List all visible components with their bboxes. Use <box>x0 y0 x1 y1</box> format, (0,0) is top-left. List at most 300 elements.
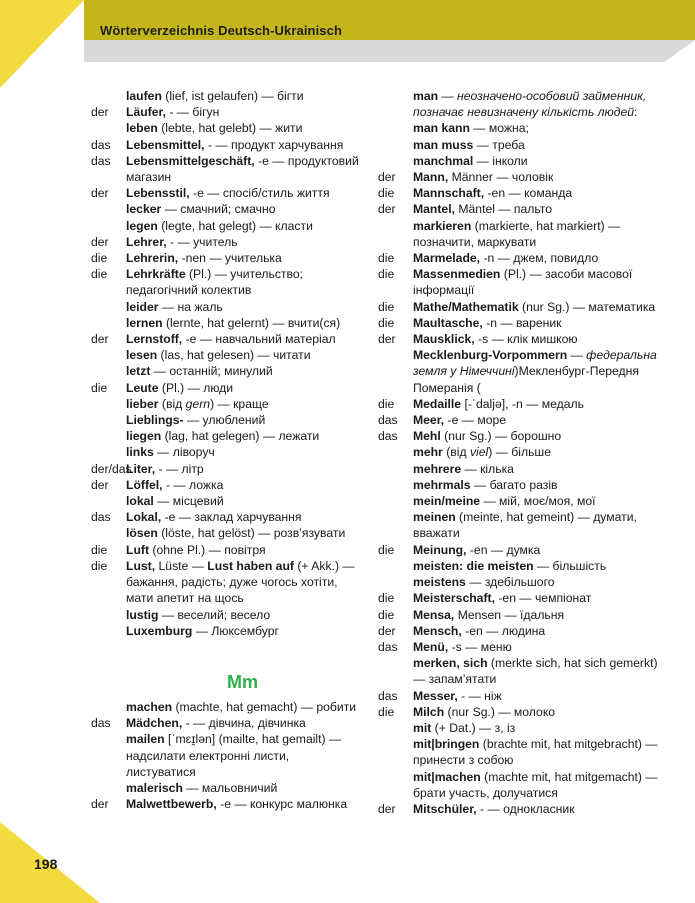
entry-grammar: (lebte, hat gelebt) — <box>157 121 276 136</box>
dictionary-entry <box>378 331 658 347</box>
entry-grammar: — <box>153 494 173 509</box>
entry-translation: принести з собою <box>413 753 514 768</box>
entry-translation: літр <box>181 461 204 476</box>
entry-grammar: -e — <box>182 332 216 347</box>
dictionary-entry <box>91 509 359 525</box>
entry-translation: більше <box>511 445 551 460</box>
entry-grammar: -en — <box>494 591 535 606</box>
entry-grammar: (від <box>158 396 186 411</box>
entry-grammar: — <box>150 364 170 379</box>
entry-translation: клік мишкою <box>507 332 578 347</box>
entry-translation: пальто <box>513 202 553 217</box>
entry-headword: mehrere <box>413 461 462 476</box>
dictionary-entry <box>378 153 658 169</box>
dictionary-entry <box>91 315 359 331</box>
entry-grammar: — <box>465 575 485 590</box>
entry-headword: Lehrer, <box>126 234 167 249</box>
dictionary-entry <box>91 218 359 234</box>
dictionary-entry <box>91 331 359 347</box>
entry-article: die <box>91 380 108 395</box>
entry-translation: спосіб/стиль життя <box>222 186 330 201</box>
header-grey-strip <box>84 40 695 62</box>
dictionary-entry <box>378 542 658 558</box>
entry-grammar: -en — <box>461 623 502 638</box>
entry-grammar: (meinte, hat gemeint) — <box>455 510 594 525</box>
entry-translation: засоби масової інформації <box>413 267 633 298</box>
entry-grammar: - — <box>165 105 193 120</box>
section-heading-m: Mm <box>227 671 258 692</box>
entry-translation: читати <box>273 348 311 363</box>
dictionary-entry <box>91 201 359 217</box>
entry-grammar: ) — <box>488 445 512 460</box>
entry-headword: Massenmedien <box>413 267 501 282</box>
entry-grammar: — <box>473 153 493 168</box>
entry-headword: Mädchen, <box>126 716 183 731</box>
dictionary-entry <box>378 477 658 493</box>
dictionary-entry <box>91 250 359 266</box>
entry-headword: Meinung, <box>413 542 467 557</box>
entry-headword: Luxemburg <box>126 623 193 638</box>
entry-translation: інколи <box>492 153 528 168</box>
entry-headword: manchmal <box>413 153 474 168</box>
entry-translation: багато разів <box>489 477 558 492</box>
entry-translation: людина <box>501 623 546 638</box>
dictionary-entry <box>91 266 359 298</box>
entry-translation: мальовничий <box>201 780 278 795</box>
entry-article: der <box>91 332 109 347</box>
entry-translation: продуктовий магазин <box>126 153 359 185</box>
entry-headword: lokal <box>126 494 154 509</box>
entry-grammar: -en — <box>484 186 525 201</box>
entry-grammar: — <box>183 413 203 428</box>
dictionary-entry <box>91 153 359 185</box>
entry-headword: Lebensmittel, <box>126 137 205 152</box>
entry-headword: Milch <box>413 704 445 719</box>
entry-article: die <box>378 299 395 314</box>
entry-headword: lecker <box>126 202 162 217</box>
entry-translation: бажання, радість; <box>126 575 230 590</box>
entries-m-continued <box>378 88 658 817</box>
entry-grammar: (+ Akk.) — <box>293 558 355 573</box>
entry-headword: lustig <box>126 607 159 622</box>
entry-grammar: [ˈmɛɪ̯lən] (mailte, hat gemailt) — <box>164 732 342 747</box>
dictionary-entry <box>91 461 359 477</box>
entry-headword: Mehl <box>413 429 441 444</box>
dictionary-entry <box>378 428 658 444</box>
entry-headword: mailen <box>126 732 165 747</box>
dictionary-entry <box>378 299 658 315</box>
entry-grammar: — <box>182 780 202 795</box>
entry-grammar: — <box>438 89 458 103</box>
entry-headword: Meer, <box>413 413 445 428</box>
entry-translation: учительство; педагогічний колектив <box>126 267 304 298</box>
entry-article: der <box>378 623 396 638</box>
entry-headword: Lehrerin, <box>126 251 179 266</box>
entry-translation: на жаль <box>177 299 223 314</box>
dictionary-entry <box>378 250 658 266</box>
dictionary-entry <box>91 185 359 201</box>
entry-headword: Liter, <box>126 461 156 476</box>
entry-translation: Мекленбург-Передня Померанія ( <box>413 364 639 395</box>
entry-grammar: -e — <box>216 797 250 812</box>
entry-headword: Mann, <box>413 170 449 185</box>
dictionary-entry <box>378 88 658 137</box>
entry-grammar: (nur Sg.) — <box>518 299 589 314</box>
dictionary-entry <box>378 688 658 704</box>
dictionary-entry <box>378 169 658 185</box>
entry-translation: думка <box>506 542 541 557</box>
entry-grammar: -nen — <box>178 251 225 266</box>
entry-article: der <box>378 202 396 217</box>
dictionary-entry <box>91 623 359 639</box>
entry-headword: mit <box>413 720 432 735</box>
entry-headword: Mecklenburg-Vorpommern <box>413 348 568 363</box>
entry-grammar: (merkte sich, hat sich gemerkt) — <box>413 656 658 687</box>
entry-article: der <box>378 170 396 185</box>
header-yellow-triangle <box>0 0 84 88</box>
entry-grammar: (nur Sg.) — <box>444 704 514 719</box>
entry-translation: вареник <box>515 315 562 330</box>
entry-grammar: -e — <box>161 510 195 525</box>
dictionary-entry <box>378 509 658 541</box>
entry-translation: молоко <box>513 704 556 719</box>
dictionary-entry <box>378 639 658 655</box>
entry-headword: machen <box>126 699 173 714</box>
entry-grammar: -e — <box>444 413 478 428</box>
entry-headword: merken, sich <box>413 656 488 671</box>
entry-translation: дівчина, дівчинка <box>208 716 306 731</box>
entry-translation: надсилати електронні листи, листуватися <box>126 748 290 779</box>
dictionary-entry <box>378 655 658 687</box>
entry-headword: meistens <box>413 575 466 590</box>
entry-translation: чемпіонат <box>534 591 592 606</box>
entry-grammar: — <box>533 558 553 573</box>
entry-headword: meisten: die meisten <box>413 558 534 573</box>
entry-grammar: — <box>470 477 490 492</box>
entry-headword: leben <box>126 121 158 136</box>
entry-grammar: (Pl.) — <box>500 267 546 282</box>
entry-article: die <box>378 396 395 411</box>
dictionary-entry <box>91 780 359 796</box>
dictionary-entry <box>91 477 359 493</box>
dictionary-entry <box>91 412 359 428</box>
entry-headword: malerisch <box>126 780 183 795</box>
entry-article: die <box>91 558 108 573</box>
entry-translation: море <box>477 413 507 428</box>
entry-article: die <box>91 542 108 557</box>
entry-headword: lieber <box>126 396 159 411</box>
dictionary-entry <box>91 731 359 780</box>
entry-translation: класти <box>275 218 313 233</box>
entry-grammar: — <box>567 348 587 363</box>
entry-translation: вчити(ся) <box>287 315 341 330</box>
entry-translation: бігун <box>192 105 220 120</box>
dictionary-entry <box>378 720 658 736</box>
entry-italic: неозначено-особовий займенник, позначає невизначену кількість людей <box>413 89 647 120</box>
dictionary-entry <box>91 525 359 541</box>
entry-grammar: — <box>480 494 500 509</box>
entry-headword: liegen <box>126 429 162 444</box>
entry-grammar: — <box>161 202 181 217</box>
entry-article: der <box>91 105 109 120</box>
entry-grammar: -e — <box>189 186 223 201</box>
entry-translation: веселий; весело <box>177 607 271 622</box>
entry-translation: жити <box>275 121 303 136</box>
entry-translation: джем, повидло <box>513 251 599 266</box>
entry-headword: Lieblings- <box>126 413 184 428</box>
entry-headword: Mannschaft, <box>413 186 485 201</box>
entry-headword: lernen <box>126 315 163 330</box>
entry-translation: брати участь, долучатися <box>413 785 558 800</box>
dictionary-entry <box>378 137 658 153</box>
entry-grammar: — <box>473 137 493 152</box>
entry-translation: ніж <box>484 688 502 703</box>
entry-grammar: — <box>158 607 178 622</box>
entry-article: das <box>91 137 111 152</box>
entry-article: das <box>378 639 398 654</box>
dictionary-entry <box>91 715 359 731</box>
entry-grammar: (markierte, hat markiert) — <box>471 218 621 233</box>
entry-translation: дуже чогось хотіти, мати апетит на щось <box>126 575 338 606</box>
entry-headword: legen <box>126 218 158 233</box>
entry-headword: Mitschüler, <box>413 801 477 816</box>
entry-article: die <box>378 315 395 330</box>
entry-translation: треба <box>492 137 525 152</box>
entry-grammar: — <box>153 445 173 460</box>
entry-grammar: (las, hat gelesen) — <box>157 348 274 363</box>
entry-translation: лежати <box>278 429 320 444</box>
dictionary-entry <box>91 428 359 444</box>
entry-translation: учитель <box>193 234 238 249</box>
entry-grammar: (Pl.) — <box>158 380 204 395</box>
entry-grammar: (lag, hat gelegen) — <box>161 429 279 444</box>
entry-article: das <box>378 688 398 703</box>
entry-headword: Mathe/Mathematik <box>413 299 519 314</box>
entry-article: der <box>378 332 396 347</box>
dictionary-entry <box>378 347 658 396</box>
entry-headword: Lehrkräfte <box>126 267 186 282</box>
entry-translation: останній; минулий <box>169 364 273 379</box>
dictionary-entry <box>378 769 658 801</box>
entry-translation: чоловік <box>511 170 554 185</box>
entry-translation: борошно <box>510 429 562 444</box>
dictionary-entry <box>91 120 359 136</box>
dictionary-entry <box>91 347 359 363</box>
entry-translation: більшість <box>552 558 607 573</box>
entry-headword: Malwettbewerb, <box>126 797 217 812</box>
entry-article: das <box>91 153 111 168</box>
entry-translation: мій, моє/моя, мої <box>499 494 596 509</box>
dictionary-entry <box>378 558 658 574</box>
entry-headword: Messer, <box>413 688 458 703</box>
entry-grammar: Lüste — <box>155 558 208 573</box>
entry-translation: продукт харчування <box>230 137 344 152</box>
entry-headword: markieren <box>413 218 472 233</box>
entry-headword: Lust, <box>126 558 156 573</box>
entry-translation: медаль <box>541 396 584 411</box>
entry-grammar: (Pl.) — <box>185 267 231 282</box>
entry-grammar: (löste, hat gelöst) — <box>157 526 274 541</box>
entry-translation: здебільшого <box>484 575 555 590</box>
entry-translation: команда <box>524 186 573 201</box>
dictionary-entry <box>378 185 658 201</box>
entry-translation: можна; <box>488 121 529 136</box>
dictionary-entry <box>378 201 658 217</box>
dictionary-entry <box>378 412 658 428</box>
dictionary-entry <box>91 444 359 460</box>
entry-headword: Maultasche, <box>413 315 483 330</box>
entry-headword: Medaille <box>413 396 462 411</box>
entry-headword: Mantel, <box>413 202 455 217</box>
entry-translation: навчальний матеріал <box>215 332 336 347</box>
entry-article: der <box>91 797 109 812</box>
entry-grammar: (machte, hat gemacht) — <box>172 699 317 714</box>
entry-translation: смачний; смачно <box>180 202 276 217</box>
entry-article: der/das <box>91 461 132 476</box>
entry-article: die <box>378 251 395 266</box>
dictionary-entry <box>378 461 658 477</box>
entry-grammar: ) — <box>210 396 234 411</box>
page-header-title: Wörterverzeichnis Deutsch-Ukrainisch <box>100 23 343 38</box>
dictionary-entry <box>91 88 359 104</box>
entry-headword: laufen <box>126 89 162 103</box>
entry-italic: gern <box>185 396 211 411</box>
entry-article: der <box>378 801 396 816</box>
left-column <box>91 88 359 812</box>
entry-translation: ліворуч <box>172 445 215 460</box>
entry-headword: man <box>413 89 439 103</box>
dictionary-entry <box>91 796 359 812</box>
entry-article: die <box>378 607 395 622</box>
entry-grammar: — <box>192 623 212 638</box>
entry-translation: Люксембург <box>211 623 279 638</box>
entry-grammar: Mäntel — <box>454 202 514 217</box>
entry-headword: mehrmals <box>413 477 471 492</box>
entry-grammar: — <box>461 461 481 476</box>
entry-translation: заклад харчування <box>194 510 302 525</box>
dictionary-entry <box>378 266 658 298</box>
entry-translation: краще <box>233 396 269 411</box>
entry-translation: улюблений <box>202 413 266 428</box>
entry-article: die <box>378 186 395 201</box>
entry-article: das <box>378 429 398 444</box>
entry-grammar: - — <box>476 801 504 816</box>
entry-headword: lösen <box>126 526 158 541</box>
entry-grammar: (nur Sg.) — <box>440 429 511 444</box>
entry-headword: mein/meine <box>413 494 481 509</box>
entry-grammar: -e — <box>254 153 288 168</box>
entry-headword: Läufer, <box>126 105 166 120</box>
dictionary-entry <box>91 542 359 558</box>
entry-headword: leider <box>126 299 159 314</box>
entry-headword: Lust haben auf <box>207 558 294 573</box>
entry-article: der <box>91 477 109 492</box>
dictionary-entry <box>91 137 359 153</box>
entry-italic: федеральна земля у Німеччині <box>413 348 657 379</box>
entry-headword: Lebensmittelgeschäft, <box>126 153 255 168</box>
dictionary-entry <box>378 623 658 639</box>
entry-headword: Mensch, <box>413 623 462 638</box>
dictionary-entry <box>91 363 359 379</box>
entries-m <box>91 699 359 812</box>
entry-grammar: — <box>469 121 489 136</box>
entry-italic: viel <box>469 445 489 460</box>
entry-translation: місцевий <box>172 494 224 509</box>
entry-translation: їдальня <box>520 607 565 622</box>
entry-translation: математика <box>588 299 656 314</box>
entry-headword: meinen <box>413 510 456 525</box>
entry-article: der <box>91 234 109 249</box>
right-column <box>378 88 658 817</box>
entry-grammar: - — <box>155 461 182 476</box>
entry-translation: меню <box>480 639 512 654</box>
dictionary-entry <box>378 493 658 509</box>
entry-article: das <box>378 413 398 428</box>
entry-translation: думати, вважати <box>413 510 637 541</box>
entry-grammar: -en — <box>466 542 507 557</box>
dictionary-entry <box>378 396 658 412</box>
entry-grammar: ) <box>514 364 519 379</box>
entry-article: die <box>378 591 395 606</box>
dictionary-entry <box>91 380 359 396</box>
entry-grammar: - — <box>204 137 231 152</box>
entry-headword: Löffel, <box>126 477 163 492</box>
dictionary-entry <box>378 590 658 606</box>
dictionary-entry <box>378 574 658 590</box>
entry-grammar: : <box>634 105 638 120</box>
dictionary-entry <box>91 299 359 315</box>
entry-headword: Lernstoff, <box>126 332 183 347</box>
entry-article: das <box>91 716 111 731</box>
entry-translation: конкурс малюнка <box>249 797 348 812</box>
entry-grammar: (brachte mit, hat mitgebracht) — <box>479 737 658 752</box>
entry-headword: mehr <box>413 445 443 460</box>
entry-translation: запам’ятати <box>428 672 497 687</box>
entry-headword: Lokal, <box>126 510 162 525</box>
entry-grammar: -n — <box>482 315 516 330</box>
entry-headword: Marmelade, <box>413 251 481 266</box>
entry-grammar: - — <box>166 234 194 249</box>
entry-translation: люди <box>203 380 234 395</box>
dictionary-entry <box>378 444 658 460</box>
dictionary-entry <box>91 234 359 250</box>
entry-translation: ложка <box>188 477 224 492</box>
dictionary-entry <box>378 218 658 250</box>
entry-grammar: (lernte, hat gelernt) — <box>162 315 288 330</box>
entry-article: das <box>91 510 111 525</box>
page-number: 198 <box>34 856 58 872</box>
entry-grammar: - — <box>182 716 209 731</box>
entry-translation: учителька <box>224 251 282 266</box>
entry-translation: повітря <box>224 542 266 557</box>
entry-article: die <box>378 542 395 557</box>
entry-headword: Menü, <box>413 639 449 654</box>
entry-grammar: (machte mit, hat mitgemacht) — <box>480 769 658 784</box>
entry-article: der <box>91 186 109 201</box>
dictionary-entry <box>91 558 359 607</box>
entry-grammar: - — <box>457 688 485 703</box>
entry-headword: man muss <box>413 137 474 152</box>
entry-translation: бігти <box>277 89 304 103</box>
entry-grammar: (+ Dat.) — <box>431 720 495 735</box>
dictionary-entry <box>91 607 359 623</box>
dictionary-entry <box>378 736 658 768</box>
entry-headword: Meisterschaft, <box>413 591 495 606</box>
dictionary-entry <box>91 493 359 509</box>
entry-headword: links <box>126 445 154 460</box>
entry-translation: розв’язувати <box>273 526 346 541</box>
dictionary-entry <box>378 607 658 623</box>
